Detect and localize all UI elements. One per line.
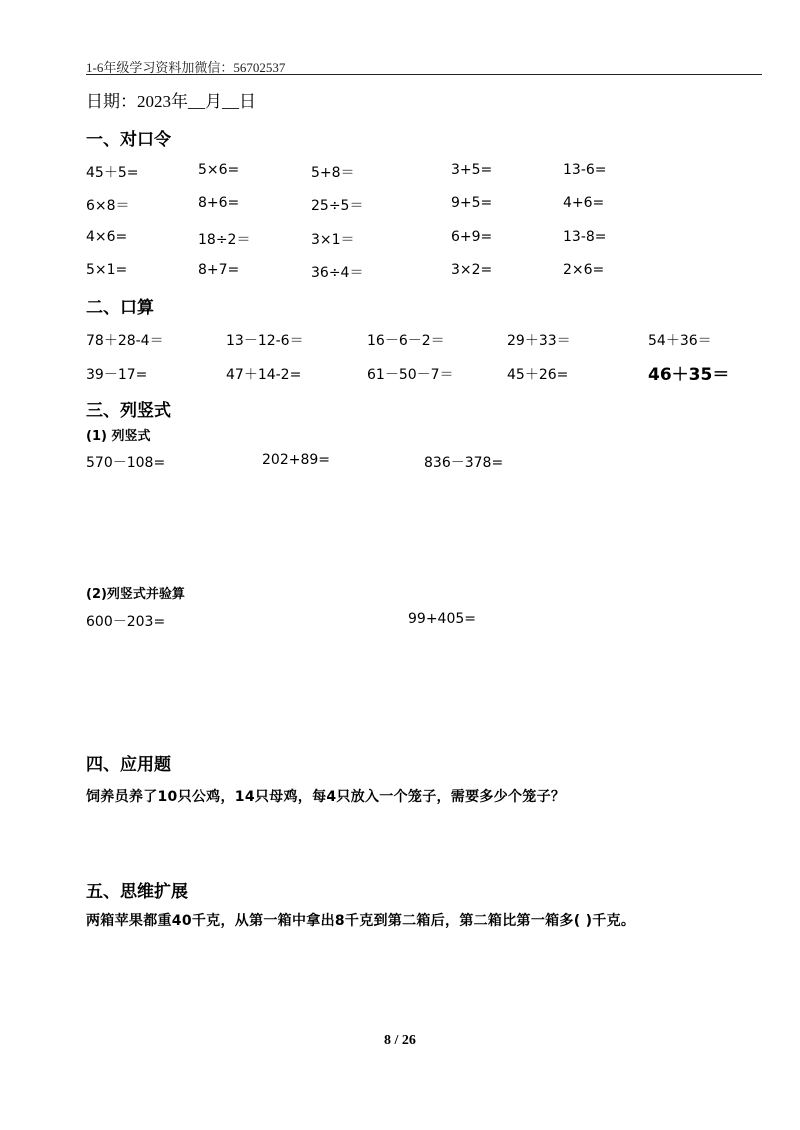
part-2-label: (2)列竖式并验算: [86, 587, 185, 602]
oral-q: 36÷4＝: [311, 265, 364, 281]
mental-q: 46＋35＝: [648, 365, 730, 385]
mental-q: 16－6－2＝: [367, 333, 445, 349]
part-1-label: (1) 列竖式: [86, 429, 151, 444]
section-1-title: 一、对口令: [86, 130, 171, 150]
word-problem: 饲养员养了10只公鸡，14只母鸡，每4只放入一个笼子，需要多少个笼子？: [86, 789, 566, 805]
header-text: 1-6年级学习资料加微信：56702537: [86, 60, 286, 75]
oral-q: 8+6=: [198, 195, 240, 211]
header-rule: [86, 74, 762, 75]
vertical-check-q: 600－203=: [86, 614, 166, 630]
oral-q: 6+9=: [451, 229, 493, 245]
oral-q: 5+8＝: [311, 165, 355, 181]
oral-q: 3×1＝: [311, 232, 355, 248]
oral-q: 13-8=: [563, 229, 607, 245]
section-4-title: 四、应用题: [86, 755, 171, 775]
mental-q: 61－50－7＝: [367, 367, 454, 383]
vertical-q: 570－108=: [86, 455, 166, 471]
oral-q: 3×2=: [451, 262, 493, 278]
section-3-title: 三、列竖式: [86, 401, 171, 421]
section-5-title: 五、思维扩展: [86, 882, 188, 902]
mental-q: 39－17=: [86, 367, 148, 383]
oral-q: 8+7=: [198, 262, 240, 278]
oral-q: 45＋5=: [86, 165, 139, 181]
page-number: 8 / 26: [384, 1033, 416, 1048]
mental-q: 45＋26=: [507, 367, 569, 383]
mental-q: 78＋28-4＝: [86, 333, 164, 349]
oral-q: 9+5=: [451, 195, 493, 211]
mental-q: 29＋33＝: [507, 333, 571, 349]
vertical-q: 202+89=: [262, 452, 330, 468]
vertical-q: 836－378=: [424, 455, 504, 471]
mental-q: 54＋36＝: [648, 333, 712, 349]
oral-q: 25÷5＝: [311, 198, 364, 214]
mental-q: 13－12-6＝: [226, 333, 304, 349]
extension-problem: 两箱苹果都重40千克，从第一箱中拿出8千克到第二箱后，第二箱比第一箱多( )千克。: [86, 913, 636, 929]
oral-q: 18÷2＝: [198, 232, 251, 248]
oral-q: 4+6=: [563, 195, 605, 211]
vertical-check-q: 99+405=: [408, 611, 476, 627]
oral-q: 4×6=: [86, 229, 128, 245]
oral-q: 6×8＝: [86, 198, 130, 214]
mental-q: 47＋14-2=: [226, 367, 302, 383]
oral-q: 5×1=: [86, 262, 128, 278]
oral-q: 3+5=: [451, 162, 493, 178]
oral-q: 13-6=: [563, 162, 607, 178]
oral-q: 5×6=: [198, 162, 240, 178]
section-2-title: 二、口算: [86, 298, 154, 318]
date-line: 日期：2023年__月__日: [86, 92, 256, 111]
oral-q: 2×6=: [563, 262, 605, 278]
